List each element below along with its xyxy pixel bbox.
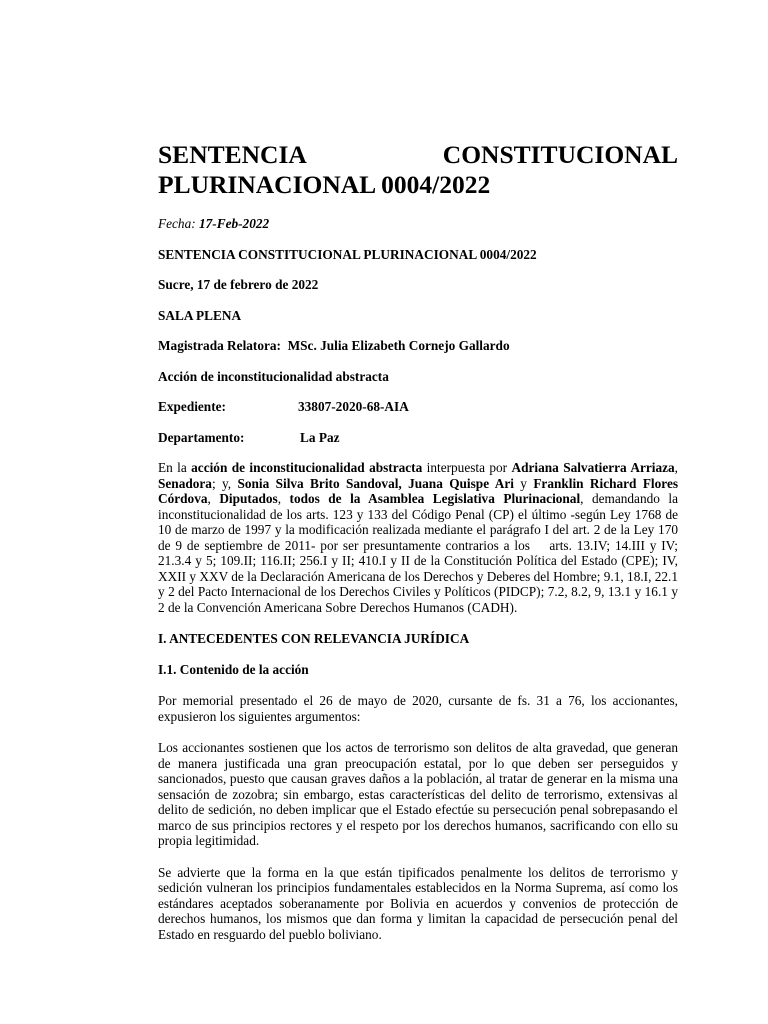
expediente-row — [158, 399, 678, 415]
expediente-label: Expediente: — [158, 399, 226, 414]
intro-text-5: y — [513, 475, 534, 491]
title-line-1: SENTENCIA CONSTITUCIONAL — [158, 140, 678, 169]
paragraph-terrorismo: Los accionantes sostienen que los actos de terrorismo son delitos de alta gravedad, que generan de manera justificada una gran preocupación estatal, por lo que deben ser perseguidos y sancionados, puesto que causan graves daños a la población, al tratar de generar en la misma una sensación de zozobra; sin embargo, estas características del delito de terrorismo, extensivas al delito de sedición, no deben implicar que el Estado efectúe su persecución penal sobrepasando el marco de sus principios rectores y el respeto por los derechos humanos, sacrificando con ello su propia legitimidad. — [158, 740, 678, 848]
section-antecedentes: I. ANTECEDENTES CON RELEVANCIA JURÍDICA — [158, 631, 470, 646]
intro-bold-accion: acción de inconstitucionalidad abstracta — [191, 460, 423, 475]
intro-text-1: En la — [158, 460, 192, 475]
fecha-label: Fecha: — [158, 216, 196, 231]
paragraph-tipificacion: Se advierte que la forma en la que están tipificados penalmente los delitos de terrorismo y sedición vulneran los principios fundamentales establecidos en la Norma Suprema, así como los estándares aceptados soberanamente por Bolivia en acuerdos y convenios de protección de derechos humanos, los mismos que dan forma y limitan la capacidad de persecución penal del Estado en resguardo del pueblo boliviano. — [158, 864, 678, 942]
intro-paragraph — [158, 460, 682, 615]
intro-bold-franklin: Franklin Richard Flores Córdova — [158, 475, 682, 506]
intro-bold-asamblea: todos de la Asamblea Legislativa Plurinacional — [289, 491, 581, 506]
intro-text-6: , — [207, 491, 220, 506]
fecha-line — [158, 216, 678, 232]
departamento-value: La Paz — [300, 429, 340, 445]
intro-bold-sonia-juana: Sonia Silva Brito Sandoval, Juana Quispe Ari — [237, 475, 514, 491]
document-title — [158, 140, 678, 200]
sentencia-heading: SENTENCIA CONSTITUCIONAL PLURINACIONAL 0004/2022 — [158, 246, 537, 262]
paragraph-memorial: Por memorial presentado el 26 de mayo de 2020, cursante de fs. 31 a 76, los accionantes, expusieron los siguientes argumentos: — [158, 693, 678, 724]
sala-plena: SALA PLENA — [158, 307, 242, 323]
title-line-2: PLURINACIONAL 0004/2022 — [158, 170, 491, 199]
intro-text-4: ; y, — [211, 475, 238, 491]
intro-bold-senadora: Senadora — [158, 475, 212, 491]
intro-bold-diputados: Diputados — [219, 491, 278, 506]
intro-text-8: , demandando la inconstitucionalidad de los arts. 123 y 133 del Código Penal (CP) el último -según Ley 1768 de 10 de marzo de 1997 y la modificación realizada mediante el parágrafo I del art. 2 de la Ley 170 de 9 de septiembre de 2011- por ser presuntamente contrarios a los arts. 13.IV; 14.III y IV; 21.3.4 y 5; 109.II; 116.II; 256.I y II; 410.I y II de la Constitución Política del Estado (CPE); IV, XXII y XXV de la Declaración Americana de los Derechos y Deberes del Hombre; 9.1, 18.I, 22.1 y 2 del Pacto Internacional de los Derechos Civiles y Políticos (PIDCP); 7.2, 8.2, 9, 13.1 y 16.1 y 2 de la Convención Americana Sobre Derechos Humanos (CADH). — [158, 491, 682, 615]
section-contenido-accion: I.1. Contenido de la acción — [158, 661, 309, 677]
departamento-label: Departamento: — [158, 429, 245, 445]
intro-text-2: interpuesta por — [422, 460, 512, 475]
fecha-value: 17-Feb-2022 — [198, 216, 270, 231]
intro-text-7: , — [277, 491, 290, 506]
expediente-value: 33807-2020-68-AIA — [298, 399, 409, 414]
place-date: Sucre, 17 de febrero de 2022 — [158, 277, 319, 292]
intro-text-3: , — [674, 460, 682, 475]
accion-tipo: Acción de inconstitucionalidad abstracta — [158, 368, 389, 384]
magistrada-relatora: Magistrada Relatora: MSc. Julia Elizabeth Cornejo Gallardo — [158, 338, 510, 353]
departamento-row — [158, 430, 678, 446]
document-body — [158, 140, 682, 942]
intro-bold-adriana: Adriana Salvatierra Arriaza — [511, 460, 675, 475]
